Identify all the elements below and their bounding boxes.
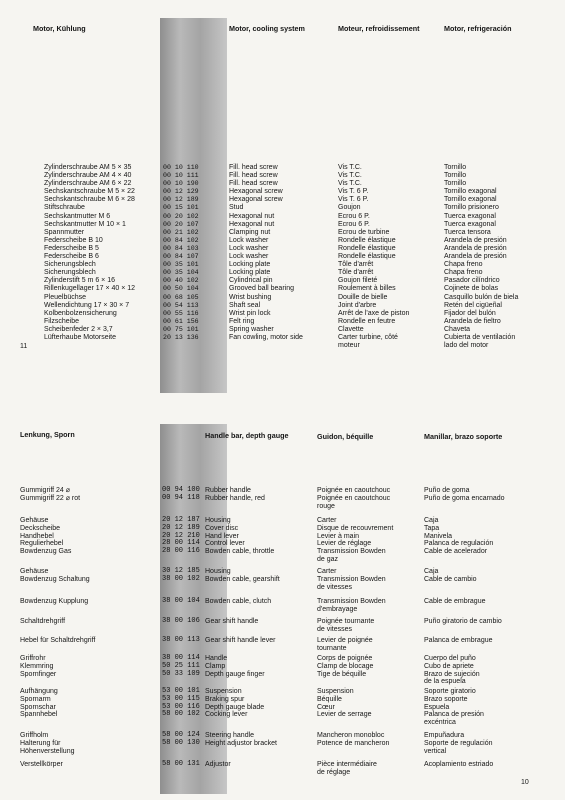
spanish-group [424,761,493,769]
spanish-item: Cubo de apriete [424,662,474,670]
spanish-item: Arandela de fieltro [444,317,501,325]
french-item: Douille de bielle [338,293,388,301]
english-group [205,568,280,584]
french-item: Vis T. 6 P. [338,188,369,196]
spanish-item: Casquillo bulón de biela [444,293,519,301]
spanish-item: Espuela [424,703,450,711]
german-item: Handhebel [20,532,54,540]
german-item: Zylinderschraube AM 4 × 40 [44,172,132,180]
french-group [317,618,374,634]
spanish-item: Caja [424,517,439,524]
spanish-item: Arandela de presión [444,236,507,244]
part-number-group [162,598,200,606]
german-item: Zylinderstift 5 m 6 × 16 [44,277,116,285]
german-item: Pleuelbüchse [44,293,87,301]
spanish-item: Cable de cambio [424,575,477,583]
part-number-group [162,517,200,556]
part-number-item: 00 84 107 [163,253,199,261]
french-item: Potence de mancheron [317,739,390,747]
part-number-item: 50 25 111 [162,661,200,670]
french-item: Rondelle en feutre [338,317,396,325]
part-number-item: 20 12 187 [162,516,200,524]
spanish-item: Tuerca exagonal [444,220,496,228]
part-number-item: 58 00 130 [162,738,200,747]
spanish-item: Tornillo [444,164,467,171]
french-item: tournante [317,644,347,652]
german-item: Lüfterhaube Motorseite [44,333,116,341]
german-item: Zylinderschraube AM 6 × 22 [44,180,132,188]
german-item: Spornfinger [20,670,57,678]
spanish-item: Empuñadura [424,732,465,739]
french-item: Ecrou 6 P. [338,220,370,228]
spanish-item: Palanca de regulación [424,540,494,548]
english-item: Clamp [205,662,226,670]
german-item: Schaltdrehgriff [20,618,66,625]
french-item: Joint d'arbre [338,301,377,309]
german-item: Halterung für [20,739,61,747]
french-item: Vis T. 6 P. [338,196,369,204]
german-item: Spannhebel [20,711,58,719]
english-group [205,598,271,606]
french-item: Tôle d'arrêt [338,261,374,269]
part-number-item: 50 33 109 [162,669,200,678]
french-group [317,761,377,777]
spanish-group [424,568,477,584]
german-item: Sechskantschraube M 6 × 28 [44,196,135,204]
english-item: Fill. head screw [229,172,278,180]
spanish-group [424,655,480,686]
german-group [20,761,63,769]
english-item: Suspension [205,688,242,695]
german-item: Bowdenzug Kupplung [20,598,89,605]
part-number-item: 00 54 113 [163,301,199,309]
part-number-item: 00 75 101 [163,325,199,333]
part-number-item: 00 50 104 [163,285,199,293]
part-number-group [162,637,200,645]
spanish-continuation: lado del motor [444,342,489,349]
english-group [205,637,275,645]
english-item: Adjustor [205,761,231,768]
german-item: Bowdenzug Schaltung [20,575,90,583]
english-group [205,517,274,556]
spanish-item: Pasador cilíndrico [444,277,500,285]
german-item: Kolbenbolzensicherung [44,309,117,317]
spanish-group [424,618,502,626]
french-item: Vis T.C. [338,164,362,171]
spanish-item: Caja [424,568,439,575]
spanish-item: de la espuela [424,678,466,686]
french-group [317,598,386,614]
spanish-item: Cojinete de bolas [444,285,499,293]
french-item: Tôle d'arrêt [338,269,374,277]
german-group [20,568,90,584]
english-item: Housing [205,517,231,524]
spanish-item: Arandela de presión [444,253,507,261]
part-number-item: 20 13 136 [163,333,199,341]
french-item: Carter [317,517,337,524]
part-number-item: 00 15 101 [163,204,199,212]
french-item: Rondelle élastique [338,244,396,252]
part-number-item: 00 20 102 [163,212,199,220]
spanish-group [424,517,493,556]
french-item: Rondelle élastique [338,253,396,261]
part-number-item: 58 00 131 [162,760,200,768]
part-number-group [162,732,200,748]
german-item: Sechskantschraube M 5 × 22 [44,188,135,196]
french-group [317,517,393,564]
french-item: Clamp de blocage [317,662,374,670]
french-item: rouge [317,502,335,510]
german-item: Filzscheibe [44,317,80,325]
spanish-item: Brazo de sujeción [424,670,480,678]
german-group [20,637,95,645]
french-item: Rondelle élastique [338,236,396,244]
english-item: Hexagonal screw [229,188,283,196]
part-number-item: 53 00 116 [162,702,200,711]
german-item: Aufhängung [20,688,58,695]
part-number-item: 00 94 100 [162,486,200,494]
german-item: Griffholm [20,732,49,739]
english-item: Rubber handle [205,487,251,494]
french-item: Tige de béquille [317,670,367,678]
french-group [317,637,373,653]
french-item: Poignée en caoutchouc [317,494,391,502]
german-item: Verstellkörper [20,761,63,768]
part-number-item: 28 00 114 [162,539,200,548]
english-item: Grooved ball bearing [229,285,294,293]
spanish-item: Tuerca exagonal [444,212,496,220]
english-item: Lock washer [229,253,269,261]
french-item: Ecrou de turbine [338,228,390,236]
german-item: Gummigriff 22 ⌀ rot [20,494,81,502]
french-group [317,655,373,678]
part-number-item: 38 00 104 [162,597,200,605]
header-de: Motor, Kühlung [33,24,86,33]
spanish-item: Puño de goma encarnado [424,494,505,502]
part-number-item: 38 00 102 [162,574,200,583]
part-number-group [162,688,200,719]
part-number-group [162,568,200,584]
german-group [20,655,56,678]
german-item: Spannmutter [44,228,85,236]
english-item: Depth gauge blade [205,703,265,711]
header-es: Motor, refrigeración [444,24,512,33]
english-item: Lock washer [229,236,269,244]
french-item: Transmission Bowden [317,548,386,556]
part-number-item: 00 10 190 [163,180,199,188]
german-item: Sicherungsblech [44,269,96,277]
spanish-item: Tornillo [444,172,467,180]
german-item: Gehäuse [20,517,49,524]
french-item: Levier à main [317,532,360,540]
spanish-item: Tuerca tensora [444,228,491,236]
german-item: Federscheibe B 5 [44,244,99,252]
part-number-item: 20 12 210 [162,531,200,540]
french-item: de vitesses [317,625,353,633]
spanish-item: Fijador del bulón [444,309,496,317]
spanish-item: Tapa [424,524,440,532]
french-item: Clavette [338,325,364,333]
spanish-item: Cable de acelerador [424,548,488,556]
english-item: Gear shift handle [205,618,259,625]
french-item: Levier de poignée [317,637,373,644]
part-number-item: 00 35 104 [163,269,199,277]
french-item: Vis T.C. [338,172,362,180]
part-number-item: 38 00 106 [162,617,200,625]
part-number-item: 00 94 118 [162,493,200,502]
spanish-item: vertical [424,747,447,755]
french-item: Poignée tournante [317,618,375,625]
spanish-item: Chapa freno [444,261,483,269]
german-item: Federscheibe B 6 [44,253,99,261]
english-item: Felt ring [229,317,255,325]
german-group [20,487,80,503]
part-number-item: 00 10 111 [163,172,199,180]
english-item: Hexagonal nut [229,220,275,228]
part-number-group [162,487,200,503]
part-number-item: 00 40 102 [163,277,199,285]
german-group [20,517,71,556]
french-group [317,688,371,719]
english-group [205,761,231,769]
english-group [205,688,264,719]
french-item: Corps de poignée [317,655,373,662]
part-number-item: 00 12 129 [163,188,199,196]
german-item: Stiftschraube [44,204,85,212]
part-number-item: 00 68 105 [163,293,199,301]
page-number: 10 [521,779,529,786]
part-number-item: 58 00 102 [162,710,200,719]
english-item: Bowden cable, gearshift [205,575,280,583]
french-item: Ecrou 6 P. [338,212,370,220]
german-item: Zylinderschraube AM 5 × 35 [44,164,132,171]
english-item: Bowden cable, throttle [205,548,275,556]
english-item: Steering handle [205,732,255,739]
spanish-item: Tornillo exagonal [444,188,497,196]
french-item: Vis T.C. [338,180,362,188]
french-item: Poignée en caoutchouc [317,487,391,494]
french-item: Cœur [317,703,335,711]
english-item: Shaft seal [229,301,261,309]
german-group [20,598,88,606]
english-item: Braking spur [205,695,245,703]
english-item: Wrist pin lock [229,309,271,317]
part-number-item: 00 84 102 [163,236,199,244]
part-number-item: 00 35 101 [163,261,199,269]
part-number-item: 20 12 189 [162,523,200,532]
english-item: Stud [229,204,244,212]
english-item: Depth gauge finger [205,670,265,678]
german-item: Hebel für Schaltdrehgriff [20,637,96,644]
part-number-item: 00 12 189 [163,196,199,204]
spanish-group [424,688,484,727]
spanish-item: Acoplamiento estriado [424,761,494,768]
spanish-item: Soporte giratorio [424,688,476,695]
spanish-item: Tornillo exagonal [444,196,497,204]
english-item: Bowden cable, clutch [205,598,272,605]
german-group [20,732,74,755]
french-item: Suspension [317,688,354,695]
german-item: Rillenkugellager 17 × 40 × 12 [44,285,136,293]
french-group [317,487,390,510]
spanish-item: Chaveta [444,325,471,333]
part-number-item: 38 00 114 [162,654,200,662]
french-item: Mancheron monobloc [317,732,385,739]
german-item: Spornarm [20,695,51,703]
english-item: Height adjustor bracket [205,739,277,747]
french-item: Pièce intermédiaire [317,761,377,768]
french-item: Levier de serrage [317,711,372,719]
spanish-group [424,732,493,755]
french-item: Béquille [317,695,342,703]
french-group [317,732,389,748]
spanish-item: Puño de goma [424,487,470,494]
spanish-item: excéntrica [424,719,456,727]
german-item: Bowdenzug Gas [20,548,72,556]
part-number-item: 00 61 156 [163,317,199,325]
german-item: Klemmring [20,662,54,670]
spanish-item: Cuerpo del puño [424,655,476,662]
spanish-item: Tornillo prisionero [444,204,499,212]
french-continuation: moteur [338,342,360,349]
english-item: Gear shift handle lever [205,637,276,644]
english-group [205,655,265,678]
header-fr: Guidon, béquille [317,432,374,441]
part-number-item: 00 55 116 [163,309,199,317]
french-item: Transmission Bowden [317,598,386,605]
english-item: Cylindrical pin [229,277,273,285]
spanish-group [424,487,505,503]
german-item: Spornschar [20,703,56,711]
german-item: Deckscheibe [20,524,61,532]
spanish-item: Palanca de embrague [424,637,493,644]
german-item: Sechskantmutter M 10 × 1 [44,220,126,228]
german-item: Sicherungsblech [44,261,96,269]
english-item: Locking plate [229,261,271,269]
part-number-item: 00 21 102 [163,228,199,236]
french-item: de gaz [317,555,339,563]
english-item: Rubber handle, red [205,494,265,502]
english-item: Handle [205,655,228,662]
part-number-item: 38 00 113 [162,636,200,644]
french-item: Levier de réglage [317,540,372,548]
german-item: Gehäuse [20,568,49,575]
part-number-item: 53 00 101 [162,687,200,695]
spanish-item: Cable de embrague [424,598,486,605]
english-item: Wrist bushing [229,293,272,301]
part-number-item: 58 00 124 [162,731,200,739]
spanish-item: Palanca de presión [424,711,484,719]
spanish-item: Arandela de presión [444,244,507,252]
spanish-item: Soporte de regulación [424,739,493,747]
english-item: Cover disc [205,524,239,532]
english-item: Lock washer [229,244,269,252]
spanish-item: Puño giratorio de cambio [424,618,502,625]
english-item: Fill. head screw [229,180,278,188]
spanish-group [424,637,493,645]
header-de: Lenkung, Sporn [20,430,75,439]
french-item: d'embrayage [317,605,358,613]
part-number-group [162,618,200,626]
english-group [205,487,265,503]
german-item: Griffrohr [20,655,46,662]
english-group [205,732,277,748]
german-item: Federscheibe B 10 [44,236,103,244]
french-item: Goujon fileté [338,277,378,285]
french-item: Carter turbine, côté [338,333,398,341]
french-item: Transmission Bowden [317,575,386,583]
header-en: Motor, cooling system [229,24,305,33]
part-number-item: 28 00 116 [162,547,200,556]
english-item: Fan cowling, motor side [229,333,303,341]
german-item: Höhenverstellung [20,747,75,755]
french-group [317,568,386,591]
french-item: de réglage [317,768,351,776]
header-es: Manillar, brazo soporte [424,432,503,441]
french-item: Goujon [338,204,361,212]
part-number-group [162,655,200,678]
english-item: Housing [205,568,231,575]
header-fr: Moteur, refroidissement [338,24,420,33]
spanish-item: Brazo soporte [424,695,468,703]
english-item: Hexagonal nut [229,212,275,220]
part-number-group [162,761,200,769]
german-group [20,688,58,719]
french-item: Roulement à billes [338,285,396,293]
header-en: Handle bar, depth gauge [205,431,289,440]
english-item: Fill. head screw [229,164,278,171]
english-item: Cocking lever [205,711,248,719]
part-number-item: 00 20 107 [163,220,199,228]
part-number-item: 00 84 103 [163,244,199,252]
spanish-item: Cubierta de ventilación [444,333,516,341]
english-item: Hand lever [205,532,239,540]
part-number-item: 53 00 115 [162,694,200,703]
english-item: Hexagonal screw [229,196,283,204]
german-item: Wellendichtung 17 × 30 × 7 [44,301,130,309]
french-item: Carter [317,568,337,575]
page-number: 11 [20,343,28,350]
german-group [20,618,65,626]
french-item: Arrêt de l'axe de piston [338,309,410,317]
spanish-item: Chapa freno [444,269,483,277]
english-item: Clamping nut [229,228,271,236]
english-item: Control lever [205,540,245,548]
french-item: de vitesses [317,583,353,591]
english-group [205,618,258,626]
french-item: Disque de recouvrement [317,524,394,532]
part-number-item: 30 12 185 [162,567,200,575]
english-item: Locking plate [229,269,271,277]
german-item: Sechskantmutter M 6 [44,212,111,220]
english-item: Spring washer [229,325,274,333]
spanish-item: Tornillo [444,180,467,188]
german-item: Gummigriff 24 ⌀ [20,487,70,494]
spanish-group [424,598,486,606]
german-item: Regulierhebel [20,540,64,548]
german-item: Scheibenfeder 2 × 3,7 [44,325,113,333]
spanish-item: Manivela [424,532,453,540]
spanish-item: Retén del cigüeñal [444,301,502,309]
part-number-item: 00 10 110 [163,164,199,171]
